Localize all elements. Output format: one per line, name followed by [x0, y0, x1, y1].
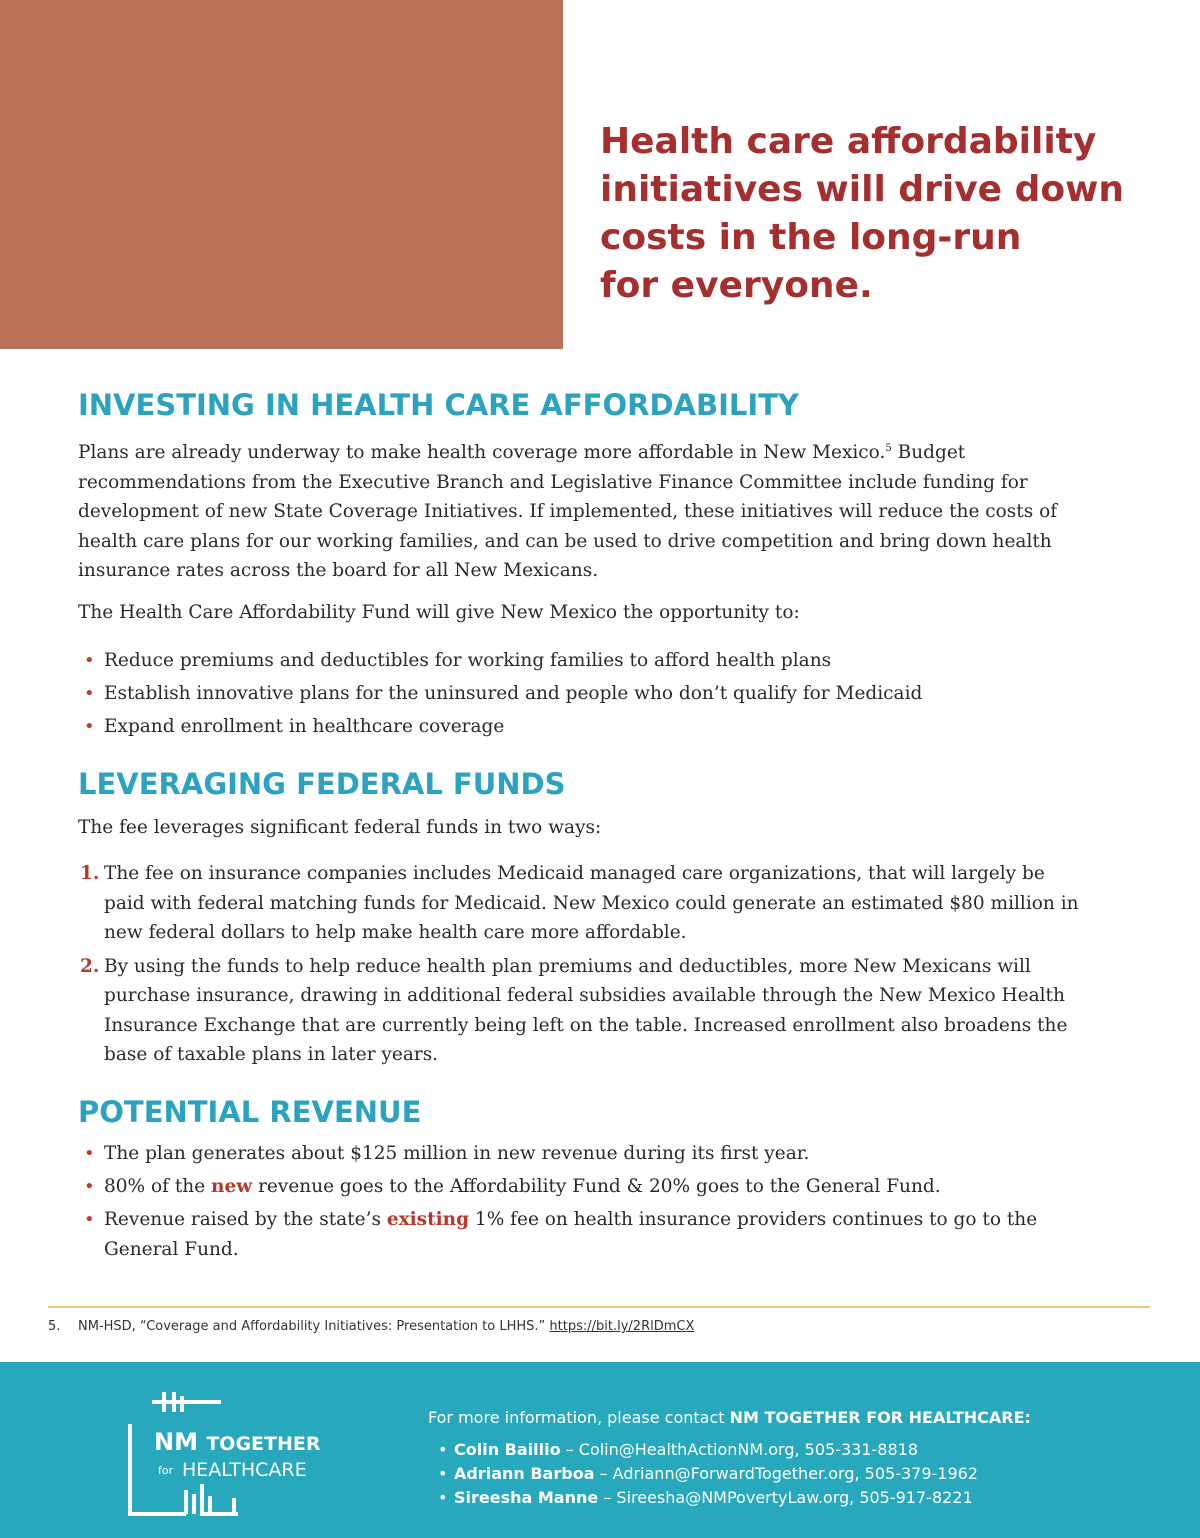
contact-detail[interactable]: – Adriann@ForwardTogether.org, 505-379-1962 — [594, 1464, 978, 1483]
number-marker: 2. — [80, 955, 100, 977]
item-line: base of taxable plans in later years. — [104, 1044, 439, 1065]
contact-item — [438, 1486, 978, 1510]
contact-detail[interactable]: – Colin@HealthActionNM.org, 505-331-8818 — [560, 1440, 919, 1459]
list-item-text — [104, 1172, 1037, 1202]
paragraph-line — [78, 434, 1057, 468]
contact-name: Adriann Barboa — [454, 1464, 595, 1483]
headline-line: initiatives will drive down — [600, 169, 1125, 210]
footnote-ref: 5 — [885, 443, 892, 454]
number-marker: 1. — [80, 863, 100, 884]
contact-name: Colin Baillio — [454, 1440, 561, 1459]
contact-list — [438, 1438, 978, 1510]
list-item — [78, 1139, 1037, 1169]
revenue-list — [78, 1139, 1037, 1268]
hero-color-block — [0, 0, 563, 349]
contact-name: Sireesha Manne — [454, 1488, 599, 1507]
text-segment: Revenue raised by the state’s — [104, 1209, 387, 1230]
item-line: new federal dollars to help make health care more affordable. — [104, 922, 687, 943]
fund-opportunity-paragraph — [78, 598, 800, 628]
footnote-link[interactable]: https://bit.ly/2RlDmCX — [549, 1319, 695, 1334]
bullet-icon: • — [84, 683, 95, 704]
paragraph-text: Budget — [891, 442, 966, 464]
logo-text-for: for — [158, 1464, 174, 1477]
footer-banner — [0, 1362, 1200, 1538]
numbered-item — [78, 952, 1079, 1070]
item-line: Insurance Exchange that are currently being left on the table. Increased enrollment also broadens the — [104, 1014, 1068, 1036]
list-item — [78, 646, 922, 676]
text-segment: 1% fee on health insurance providers continues to go to the — [469, 1209, 1038, 1230]
contact-heading — [428, 1408, 1031, 1427]
bullet-icon: • — [84, 1176, 95, 1197]
list-item-text — [104, 1205, 1037, 1235]
item-line: paid with federal matching funds for Medicaid. New Mexico could generate an estimated $80 million in — [104, 892, 1079, 914]
headline-line: costs in the long-run — [600, 217, 1022, 258]
contact-org: NM TOGETHER FOR HEALTHCARE: — [729, 1408, 1031, 1427]
paragraph-line: The fee leverages significant federal funds in two ways: — [78, 817, 602, 838]
section-heading-potential-revenue: POTENTIAL REVENUE — [78, 1095, 422, 1129]
highlight-existing: existing — [386, 1209, 470, 1230]
paragraph-line: recommendations from the Executive Branch and Legislative Finance Committee include funding for — [78, 471, 1028, 493]
contact-detail[interactable]: – Sireesha@NMPovertyLaw.org, 505-917-8221 — [598, 1488, 973, 1507]
item-line: By using the funds to help reduce health plan premiums and deductibles, more New Mexicans will — [104, 955, 1031, 977]
bullet-icon: • — [438, 1440, 448, 1459]
list-item-text: Reduce premiums and deductibles for working families to afford health plans — [104, 650, 832, 671]
headline-line: for everyone. — [600, 265, 873, 306]
nm-together-logo — [124, 1390, 344, 1522]
federal-funds-list — [78, 859, 1079, 1074]
text-segment: revenue goes to the Affordability Fund & 20% goes to the General Fund. — [252, 1176, 941, 1197]
paragraph-line: health care plans for our working families, and can be used to drive competition and bring down health — [78, 530, 1052, 552]
opportunity-list — [78, 646, 922, 745]
text-segment: 80% of the — [104, 1176, 212, 1197]
contact-item — [438, 1438, 978, 1462]
paragraph-line: The Health Care Affordability Fund will give New Mexico the opportunity to: — [78, 602, 800, 623]
list-item — [78, 712, 922, 742]
page-headline — [600, 118, 1180, 310]
bullet-icon: • — [438, 1488, 448, 1507]
list-item-text: Establish innovative plans for the uninsured and people who don’t qualify for Medicaid — [104, 683, 923, 704]
footnote-number: 5. — [48, 1319, 61, 1334]
list-item — [78, 679, 922, 709]
list-item-text: The plan generates about $125 million in new revenue during its first year. — [104, 1143, 810, 1164]
contact-item — [438, 1462, 978, 1486]
list-item-text: General Fund. — [104, 1238, 239, 1260]
headline-line: Health care affordability — [600, 121, 1097, 162]
item-line: purchase insurance, drawing in additional federal subsidies available through the New Mexico Health — [104, 985, 1065, 1006]
bullet-icon: • — [84, 1143, 95, 1164]
footnote-divider — [48, 1306, 1150, 1308]
logo-text-healthcare: HEALTHCARE — [182, 1459, 307, 1481]
numbered-item — [78, 859, 1079, 948]
footnote-text: NM-HSD, “Coverage and Affordability Initiatives: Presentation to LHHS.” — [78, 1319, 550, 1334]
bullet-icon: • — [438, 1464, 448, 1483]
section-heading-investing: INVESTING IN HEALTH CARE AFFORDABILITY — [78, 388, 799, 422]
paragraph-line: insurance rates across the board for all New Mexicans. — [78, 560, 599, 582]
section-heading-federal-funds: LEVERAGING FEDERAL FUNDS — [78, 767, 566, 801]
paragraph-text: Plans are already underway to make health coverage more affordable in New Mexico. — [78, 442, 886, 464]
logo-text-nm: NM TOGETHER — [154, 1428, 321, 1456]
bullet-icon: • — [84, 716, 95, 737]
contact-prefix: For more information, please contact — [428, 1408, 730, 1427]
item-line: The fee on insurance companies includes Medicaid managed care organizations, that will largely be — [104, 863, 1045, 884]
footnote — [48, 1319, 694, 1334]
highlight-new: new — [211, 1176, 253, 1197]
paragraph-line: development of new State Coverage Initiatives. If implemented, these initiatives will reduce the costs of — [78, 501, 1058, 523]
list-item — [78, 1172, 1037, 1202]
bullet-icon: • — [84, 1209, 95, 1230]
federal-intro-paragraph — [78, 813, 601, 843]
list-item-text: Expand enrollment in healthcare coverage — [104, 716, 505, 737]
bullet-icon: • — [84, 650, 95, 671]
investing-paragraph — [78, 434, 1057, 586]
list-item — [78, 1205, 1037, 1264]
